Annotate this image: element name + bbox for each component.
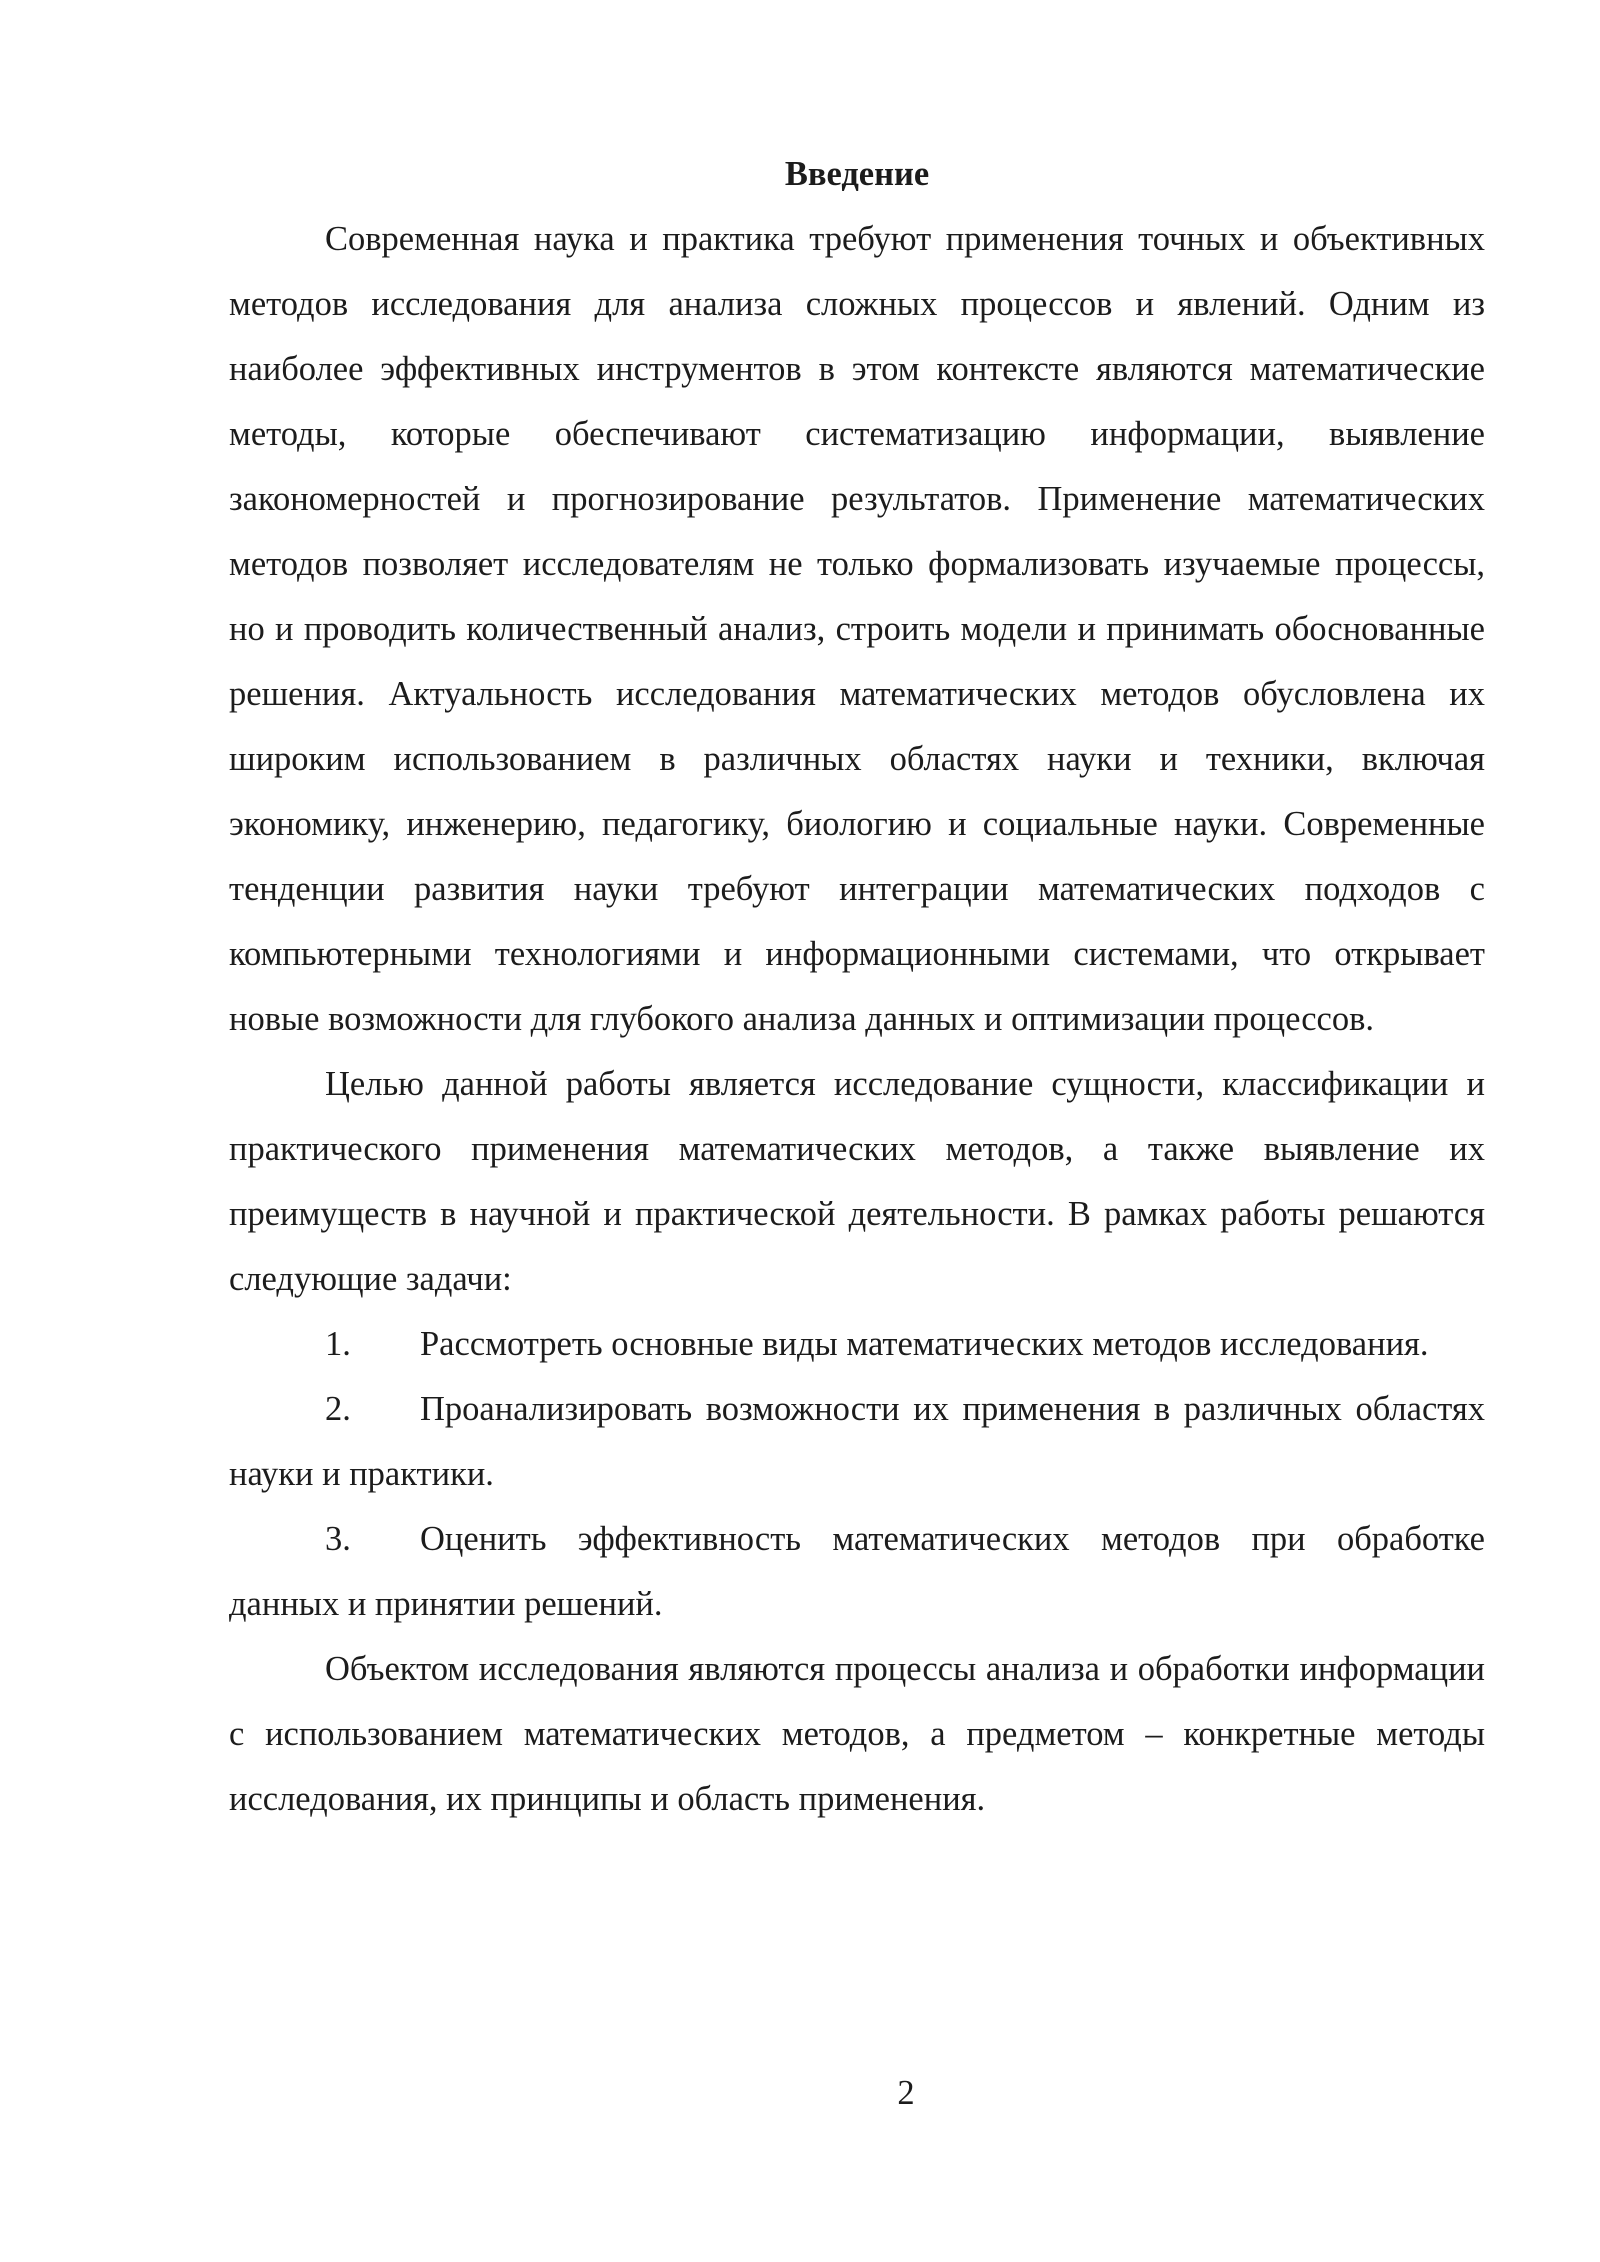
intro-paragraph: Современная наука и практика требуют применения точных и объективных методов исследования для анализа сложных процессов и явлений. Одним из наиболее эффективных инструментов в этом контексте являются математические методы, которые обеспечивают систематизацию информации, выявление закономерностей и прогнозирование результатов. Применение математических методов позволяет исследователям не только формализовать изучаемые процессы, но и проводить количественный анализ, строить модели и принимать обоснованные решения. Актуальность исследования математических методов обусловлена их широким использованием в различных областях науки и техники, включая экономику, инженерию, педагогику, биологию и социальные науки. Современные тенденции развития науки требуют интеграции математических подходов с компьютерными технологиями и информационными системами, что открывает новые возможности для глубокого анализа данных и оптимизации процессов. <box>229 220 1485 1038</box>
page-number: 2 <box>897 2074 915 2112</box>
section-heading: Введение <box>784 155 930 193</box>
task-number: 2. <box>325 1390 351 1428</box>
task-list-item <box>229 1312 1485 1377</box>
goal-paragraph: Целью данной работы является исследование сущности, классификации и практического применения математических методов, а также выявление их преимуществ в научной и практической деятельности. В рамках работы решаются следующие задачи: <box>229 1065 1485 1298</box>
object-subject-paragraph: Объектом исследования являются процессы анализа и обработки информации с использованием математических методов, а предметом – конкретные методы исследования, их принципы и область применения. <box>229 1650 1485 1818</box>
task-text: Проанализировать возможности их применения в различных областях науки и практики. <box>229 1390 1485 1493</box>
task-number: 1. <box>325 1325 351 1363</box>
task-text: Рассмотреть основные виды математических методов исследования. <box>420 1325 1429 1363</box>
task-list-item <box>229 1377 1485 1507</box>
page-content <box>229 142 1485 1832</box>
task-number: 3. <box>325 1520 351 1558</box>
task-list-item <box>229 1507 1485 1637</box>
task-text: Оценить эффективность математических методов при обработке данных и принятии решений. <box>229 1520 1485 1623</box>
